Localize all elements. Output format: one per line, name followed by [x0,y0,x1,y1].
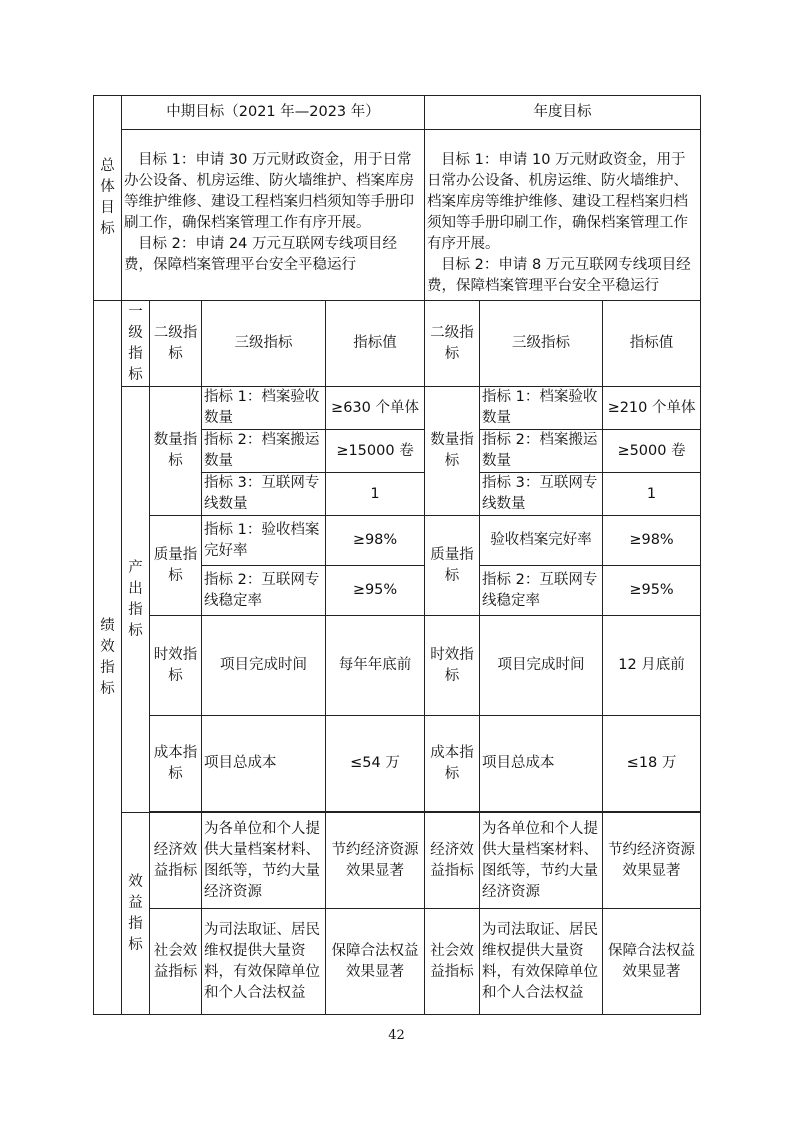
annual-ql1-name: 验收档案完好率 [480,516,603,566]
annual-t-name: 项目完成时间 [480,616,603,716]
mid-term-goal-2: 目标 2：申请 24 万元互联网专线项目经费，保障档案管理平台安全平稳运行 [124,236,398,273]
mid-ql2-value: ≥95% [326,566,425,616]
mid-q3-name: 指标 3：互联网专线数量 [202,473,326,516]
performance-goal-table [93,95,701,1015]
cost-label-annual: 成本指标 [425,716,480,812]
timeliness-label-annual: 时效指标 [425,616,480,716]
value-header-mid: 指标值 [326,301,425,387]
overall-goal-label: 总 体 目 标 [94,96,122,301]
mid-q3-value: 1 [326,473,425,516]
quality-label-annual: 质量指标 [425,516,480,616]
annual-q2-name: 指标 2：档案搬运数量 [480,430,603,473]
cost-label-mid: 成本指标 [150,716,202,812]
mid-c-name: 项目总成本 [202,716,326,812]
timeliness-label-mid: 时效指标 [150,616,202,716]
economic-label-annual: 经济效益指标 [425,813,480,909]
annual-c-name: 项目总成本 [480,716,603,812]
annual-ql2-name: 指标 2：互联网专线稳定率 [480,566,603,616]
social-label-mid: 社会效益指标 [150,909,202,1015]
annual-e-value: 节约经济资源效果显著 [603,813,701,909]
annual-goal-2: 目标 2：申请 8 万元互联网专线项目经费，保障档案管理平台安全平稳运行 [427,257,691,294]
mid-e-name: 为各单位和个人提供大量档案材料、图纸等，节约大量经济资源 [202,813,326,909]
level3-header-mid: 三级指标 [202,301,326,387]
economic-label-mid: 经济效益指标 [150,813,202,909]
mid-q1-value: ≥630 个单体 [326,387,425,430]
mid-term-goal-1: 目标 1：申请 30 万元财政资金，用于日常办公设备、机房运维、防火墙维护、档案库房等维护维修、建设工程档案归档须知等手册印刷工作，确保档案管理工作有序开展。 [124,152,414,231]
mid-s-name: 为司法取证、居民维权提供大量资料，有效保障单位和个人合法权益 [202,909,326,1015]
performance-label: 绩 效 指 标 [94,301,122,1015]
mid-s-value: 保障合法权益效果显著 [326,909,425,1015]
social-label-annual: 社会效益指标 [425,909,480,1015]
annual-header: 年度目标 [425,96,701,130]
mid-term-header: 中期目标（2021 年—2023 年） [122,96,425,130]
page-number: 42 [388,1028,405,1043]
annual-s-name: 为司法取证、居民维权提供大量资料，有效保障单位和个人合法权益 [480,909,603,1015]
annual-q1-name: 指标 1：档案验收数量 [480,387,603,430]
benefit-label: 效 益 指 标 [122,813,150,1015]
level1-header: 一 级 指 标 [122,301,150,387]
mid-term-goal [122,130,425,301]
mid-ql1-name: 指标 1：验收档案完好率 [202,516,326,566]
level2-header-annual: 二级指标 [425,301,480,387]
annual-q3-name: 指标 3：互联网专线数量 [480,473,603,516]
value-header-annual: 指标值 [603,301,701,387]
mid-ql2-name: 指标 2：互联网专线稳定率 [202,566,326,616]
annual-s-value: 保障合法权益效果显著 [603,909,701,1015]
quality-label-mid: 质量指标 [150,516,202,616]
mid-t-value: 每年年底前 [326,616,425,716]
quantity-label-mid: 数量指标 [150,387,202,516]
mid-e-value: 节约经济资源效果显著 [326,813,425,909]
level3-header-annual: 三级指标 [480,301,603,387]
annual-goal [425,130,701,301]
mid-t-name: 项目完成时间 [202,616,326,716]
annual-e-name: 为各单位和个人提供大量档案材料、图纸等，节约大量经济资源 [480,813,603,909]
annual-goal-1: 目标 1：申请 10 万元财政资金，用于日常办公设备、机房运维、防火墙维护、档案库房等维护维修、建设工程档案归档须知等手册印刷工作，确保档案管理工作有序开展。 [427,152,689,252]
mid-q2-value: ≥15000 卷 [326,430,425,473]
annual-ql1-value: ≥98% [603,516,701,566]
output-label: 产 出 指 标 [122,387,150,813]
annual-t-value: 12 月底前 [603,616,701,716]
mid-q2-name: 指标 2：档案搬运数量 [202,430,326,473]
annual-ql2-value: ≥95% [603,566,701,616]
mid-q1-name: 指标 1：档案验收数量 [202,387,326,430]
annual-q3-value: 1 [603,473,701,516]
annual-c-value: ≤18 万 [603,716,701,812]
mid-ql1-value: ≥98% [326,516,425,566]
annual-q2-value: ≥5000 卷 [603,430,701,473]
level2-header-mid: 二级指标 [150,301,202,387]
quantity-label-annual: 数量指标 [425,387,480,516]
mid-c-value: ≤54 万 [326,716,425,812]
annual-q1-value: ≥210 个单体 [603,387,701,430]
